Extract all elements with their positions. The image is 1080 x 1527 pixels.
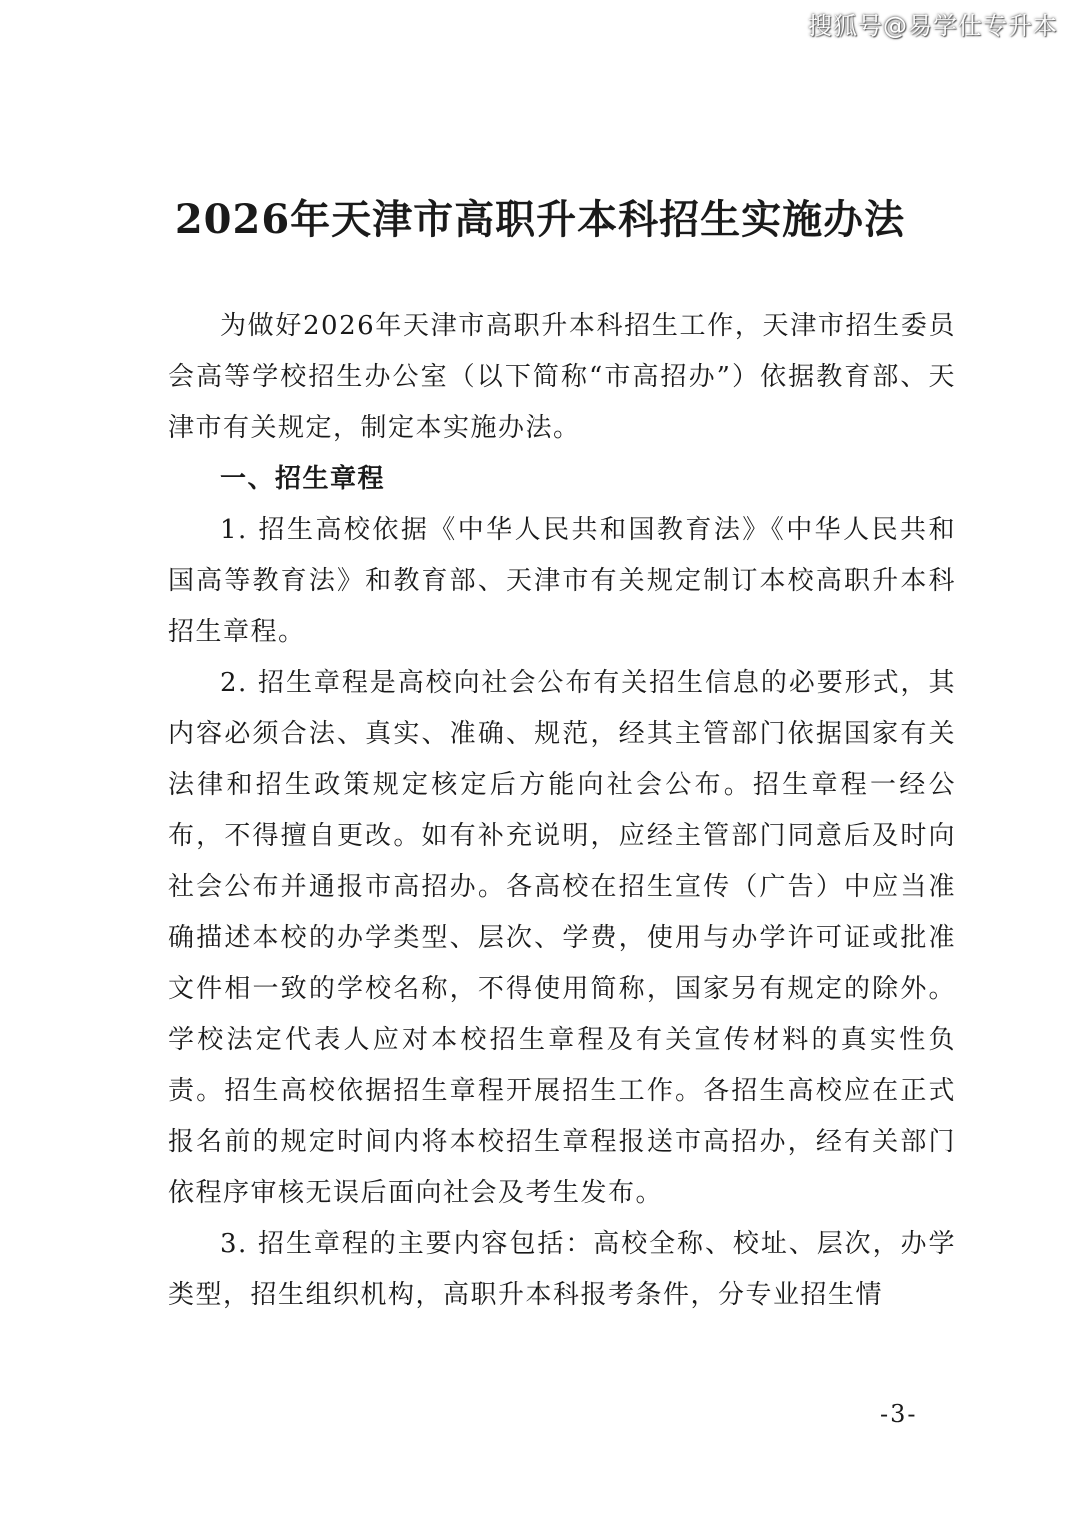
item-1-paragraph: 1. 招生高校依据《中华人民共和国教育法》《中华人民共和国高等教育法》和教育部、天津市有关规定制订本校高职升本科招生章程。 bbox=[168, 515, 956, 647]
page-number: -3- bbox=[880, 1400, 918, 1428]
item-2-paragraph: 2. 招生章程是高校向社会公布有关招生信息的必要形式，其内容必须合法、真实、准确、规范，经其主管部门依据国家有关法律和招生政策规定核定后方能向社会公布。招生章程一经公布，不得擅自更改。如有补充说明，应经主管部门同意后及时向社会公布并通报市高招办。各高校在招生宣传（广告）中应当准确描述本校的办学类型、层次、学费，使用与办学许可证或批准文件相一致的学校名称，不得使用简称，国家另有规定的除外。学校法定代表人应对本校招生章程及有关宣传材料的真实性负责。招生高校依据招生章程开展招生工作。各招生高校应在正式报名前的规定时间内将本校招生章程报送市高招办，经有关部门依程序审核无误后面向社会及考生发布。 bbox=[168, 668, 956, 1208]
watermark: 搜狐号@易学仕专升本 bbox=[808, 12, 1058, 40]
item-3-paragraph: 3. 招生章程的主要内容包括：高校全称、校址、层次，办学类型，招生组织机构，高职升本科报考条件，分专业招生情 bbox=[168, 1229, 956, 1310]
document-body bbox=[168, 301, 956, 1321]
section-heading: 一、招生章程 bbox=[220, 464, 386, 494]
intro-paragraph: 为做好2026年天津市高职升本科招生工作，天津市招生委员会高等学校招生办公室（以下简称“市高招办”）依据教育部、天津市有关规定，制定本实施办法。 bbox=[168, 311, 956, 443]
document-title: 2026年天津市高职升本科招生实施办法 bbox=[174, 196, 906, 243]
